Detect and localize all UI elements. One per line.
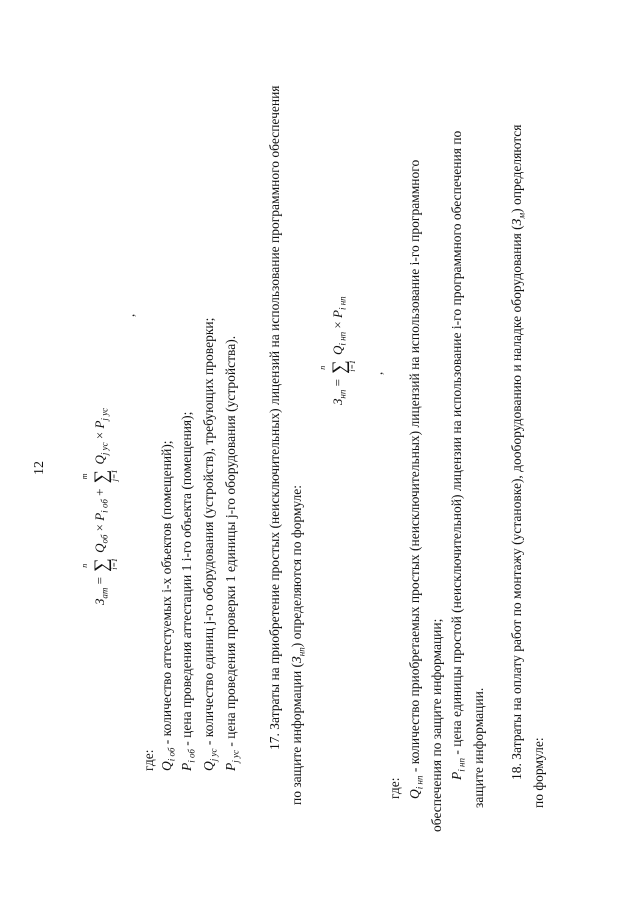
formula-term: $Q_{об}$ <box>92 534 110 553</box>
sum-symbol: ∑ n i=1 <box>318 360 357 374</box>
times-sign: × <box>92 431 107 440</box>
formula-eq: = <box>330 379 345 387</box>
formula-lhs: $З_{нп}$ <box>330 389 348 405</box>
definition-line: $P_{i нп}$ - цена единицы простой (неисключительной) лицензии на использование i-го программного обеспечения по <box>449 130 467 780</box>
formula-comma: , <box>370 371 385 375</box>
definition-line: $P_{i об}$ - цена проведения аттестации 1 i-го объекта (помещения); <box>179 411 197 771</box>
definition-line: $Q_{i нп}$ - количество приобретаемых простых (неисключительных) лицензий на использование i-го программного <box>407 159 425 799</box>
times-sign: × <box>330 321 345 329</box>
plus-sign: + <box>92 488 107 496</box>
formula-term: $P_{i об}$ <box>92 499 110 521</box>
formula-term: $P_{j ус}$ <box>92 407 110 429</box>
paragraph-18-line-2: по формуле: <box>531 737 546 808</box>
paragraph-17-line-1: 17. Затраты на приобретение простых (неисключительных) лицензий на использование программного обеспечения <box>267 85 282 750</box>
where-label: где: <box>141 749 156 771</box>
definition-line: защите информации. <box>471 687 486 808</box>
definition-line: $Q_{j ус}$ - количество единиц j-го оборудования (устройств), требующих проверки; <box>201 317 219 771</box>
formula-lhs: $З_{ат}$ <box>92 587 110 605</box>
where-label: где: <box>387 777 402 799</box>
definition-line: обеспечения по защите информации; <box>429 618 444 832</box>
formula-attestation-cost <box>80 407 119 605</box>
sum-symbol: ∑ n i=1 <box>80 558 119 572</box>
formula-eq: = <box>92 576 107 585</box>
definition-line: $Q_{i об}$ - количество аттестуемых i-х объектов (помещений); <box>159 440 177 771</box>
definition-line: $P_{j ус}$ - цена проведения проверки 1 единицы j-го оборудования (устройства). <box>223 335 241 771</box>
sum-symbol: ∑ m j=1 <box>80 469 119 484</box>
times-sign: × <box>92 524 107 532</box>
page-number: 12 <box>32 461 47 475</box>
formula-comma: , <box>122 313 137 317</box>
paragraph-17-line-2: по защите информации $(З_{нп})$ определяются по формуле: <box>289 484 307 805</box>
formula-license-cost <box>318 296 357 405</box>
paragraph-18-line-1: 18. Затраты на оплату работ по монтажу (установке), дооборудованию и наладке оборудования $(З_м)$ определяются <box>509 124 527 780</box>
formula-term: $P_{i нп}$ <box>330 296 348 318</box>
formula-term: $Q_{i нп}$ <box>330 331 348 355</box>
formula-term: $Q_{j ус}$ <box>92 442 110 465</box>
